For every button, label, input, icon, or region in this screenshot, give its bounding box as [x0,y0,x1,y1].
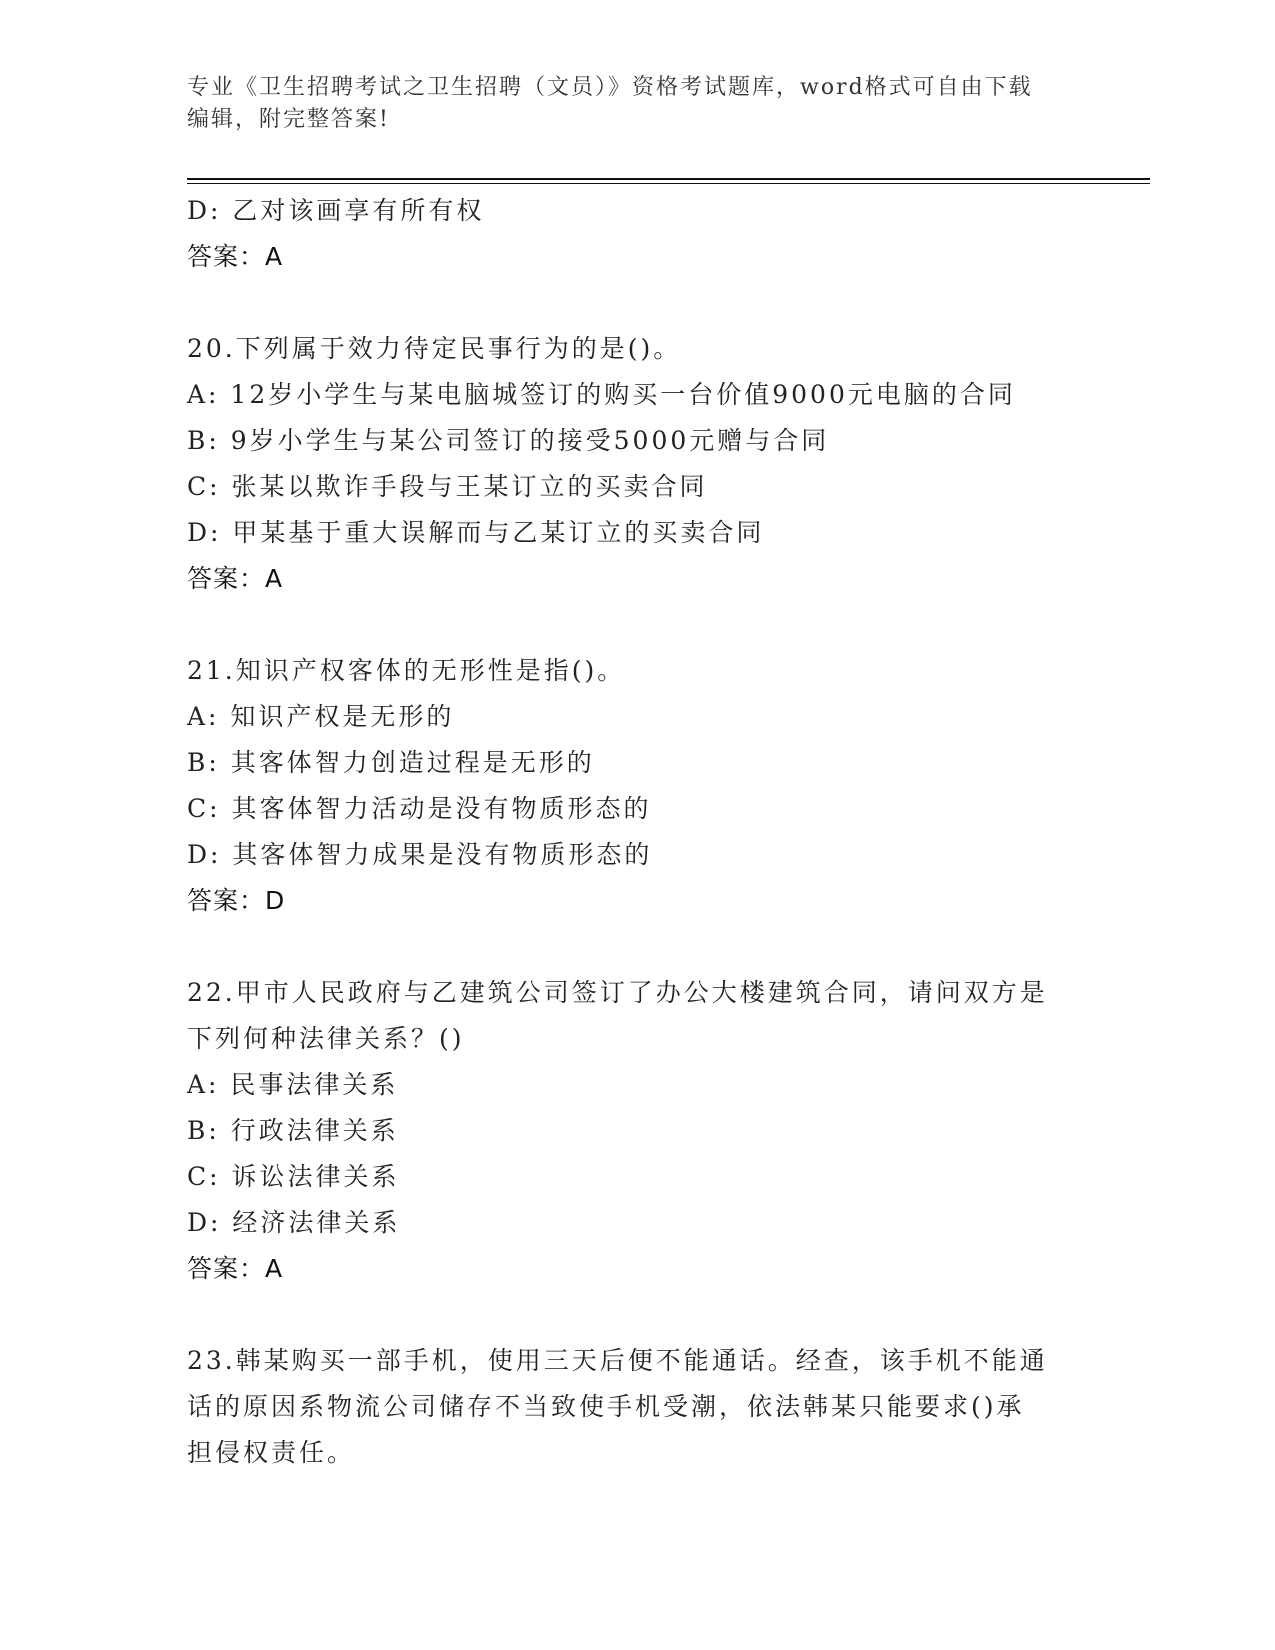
question-stem-line-3: 担侵权责任。 [187,1438,356,1467]
question-stem-line-1: 22.甲市人民政府与乙建筑公司签订了办公大楼建筑合同，请问双方是 [187,978,1048,1007]
option-a: A: 知识产权是无形的 [187,702,455,731]
question-stem-line-2: 下列何种法律关系？() [187,1024,465,1053]
header-line-1: 专业《卫生招聘考试之卫生招聘（文员）》资格考试题库，word格式可自由下载 [187,75,1033,100]
option-c: C: 其客体智力活动是没有物质形态的 [187,794,652,823]
question-21 [187,648,1087,924]
option-c: C: 诉讼法律关系 [187,1162,400,1191]
option-a: A: 民事法律关系 [187,1070,399,1099]
answer: 答案：A [187,564,284,593]
option-d: D: 其客体智力成果是没有物质形态的 [187,840,653,869]
question-stem: 20.下列属于效力待定民事行为的是()。 [187,334,682,363]
question-list [187,188,1087,1476]
question-stem-line-2: 话的原因系物流公司储存不当致使手机受潮，依法韩某只能要求()承 [187,1392,1025,1421]
option-b: B: 行政法律关系 [187,1116,399,1145]
prev-answer: 答案：A [187,242,284,271]
spacer [187,924,1087,970]
header-line-2: 编辑，附完整答案! [187,107,390,132]
answer: 答案：D [187,886,286,915]
prev-option-d: D: 乙对该画享有所有权 [187,196,485,225]
spacer [187,280,1087,326]
spacer [187,602,1087,648]
option-c: C: 张某以欺诈手段与王某订立的买卖合同 [187,472,708,501]
question-stem-line-1: 23.韩某购买一部手机，使用三天后便不能通话。经查，该手机不能通 [187,1346,1048,1375]
question-20 [187,326,1087,602]
header-divider-thin [187,183,1150,184]
option-b: B: 其客体智力创造过程是无形的 [187,748,595,777]
option-d: D: 经济法律关系 [187,1208,401,1237]
option-d: D: 甲某基于重大误解而与乙某订立的买卖合同 [187,518,765,547]
document-header [187,72,1087,136]
question-22 [187,970,1087,1292]
answer: 答案：A [187,1254,284,1283]
question-stem: 21.知识产权客体的无形性是指()。 [187,656,626,685]
question-23 [187,1338,1087,1476]
header-divider-thick [187,178,1150,180]
option-b: B: 9岁小学生与某公司签订的接受5000元赠与合同 [187,426,830,455]
spacer [187,1292,1087,1338]
option-a: A: 12岁小学生与某电脑城签订的购买一台价值9000元电脑的合同 [187,380,1016,409]
